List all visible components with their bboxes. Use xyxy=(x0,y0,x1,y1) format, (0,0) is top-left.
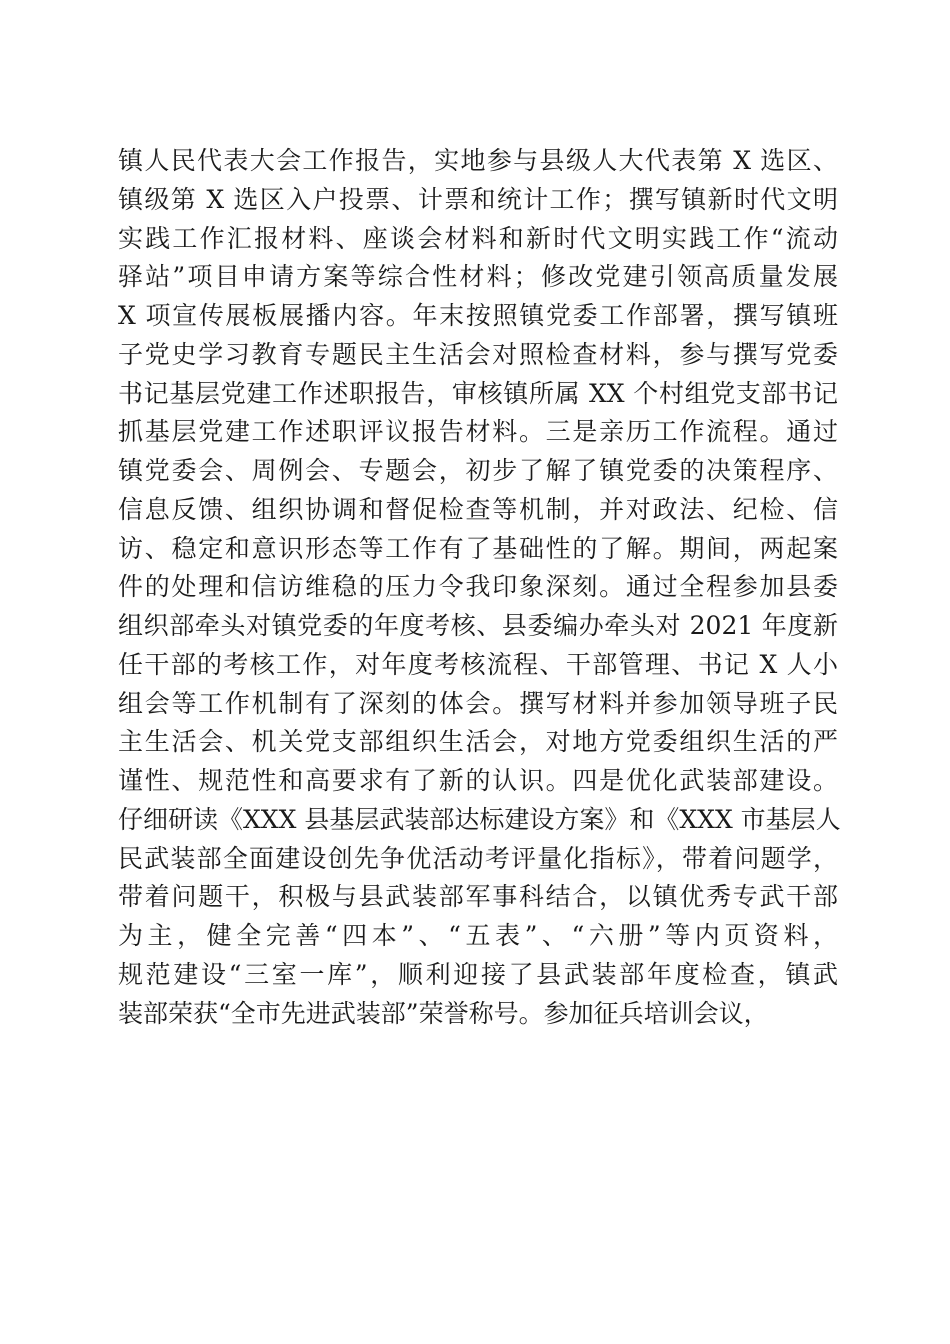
text-line: 抓基层党建工作述职评议报告材料。三是亲历工作流程。通过 xyxy=(118,417,838,447)
text-line: 信息反馈、组织协调和督促检查等机制，并对政法、纪检、信 xyxy=(118,494,838,524)
text-line: 规范建设“三室一库”，顺利迎接了县武装部年度检查，镇武 xyxy=(118,959,838,989)
body-text xyxy=(118,142,841,1033)
text-line: 访、稳定和意识形态等工作有了基础性的了解。期间，两起案 xyxy=(118,533,838,563)
text-line: 镇党委会、周例会、专题会，初步了解了镇党委的决策程序、 xyxy=(118,456,838,485)
text-line: 谨性、规范性和高要求有了新的认识。四是优化武装部建设。 xyxy=(118,766,838,795)
text-line: 任干部的考核工作，对年度考核流程、干部管理、书记 X 人小 xyxy=(118,649,838,679)
text-line: 仔细研读《XXX 县基层武装部达标建设方案》和《XXX 市基层人 xyxy=(118,804,841,834)
text-line: 装部荣获“全市先进武装部”荣誉称号。参加征兵培训会议， xyxy=(118,998,769,1028)
text-line: 实践工作汇报材料、座谈会材料和新时代文明实践工作“流动 xyxy=(118,223,838,253)
text-line: 子党史学习教育专题民主生活会对照检查材料，参与撰写党委 xyxy=(118,339,838,369)
text-line: 镇人民代表大会工作报告，实地参与县级人大代表第 X 选区、 xyxy=(118,146,838,175)
text-line: 组织部牵头对镇党委的年度考核、县委编办牵头对 2021 年度新 xyxy=(118,611,838,640)
text-line: 为主，健全完善“四本”、“五表”、“六册”等内页资料， xyxy=(118,921,838,950)
text-line: X 项宣传展板展播内容。年末按照镇党委工作部署，撰写镇班 xyxy=(118,301,838,330)
text-line: 书记基层党建工作述职报告，审核镇所属 XX 个村组党支部书记 xyxy=(118,378,838,408)
text-line: 组会等工作机制有了深刻的体会。撰写材料并参加领导班子民 xyxy=(118,688,838,718)
text-line: 件的处理和信访维稳的压力令我印象深刻。通过全程参加县委 xyxy=(118,572,838,602)
text-line: 镇级第 X 选区入户投票、计票和统计工作；撰写镇新时代文明 xyxy=(118,184,838,214)
text-line: 驿站”项目申请方案等综合性材料；修改党建引领高质量发展 xyxy=(118,262,838,292)
text-line: 带着问题干，积极与县武装部军事科结合，以镇优秀专武干部 xyxy=(118,882,838,912)
text-line: 主生活会、机关党支部组织生活会，对地方党委组织生活的严 xyxy=(118,727,838,757)
text-line: 民武装部全面建设创先争优活动考评量化指标》，带着问题学， xyxy=(118,843,838,873)
